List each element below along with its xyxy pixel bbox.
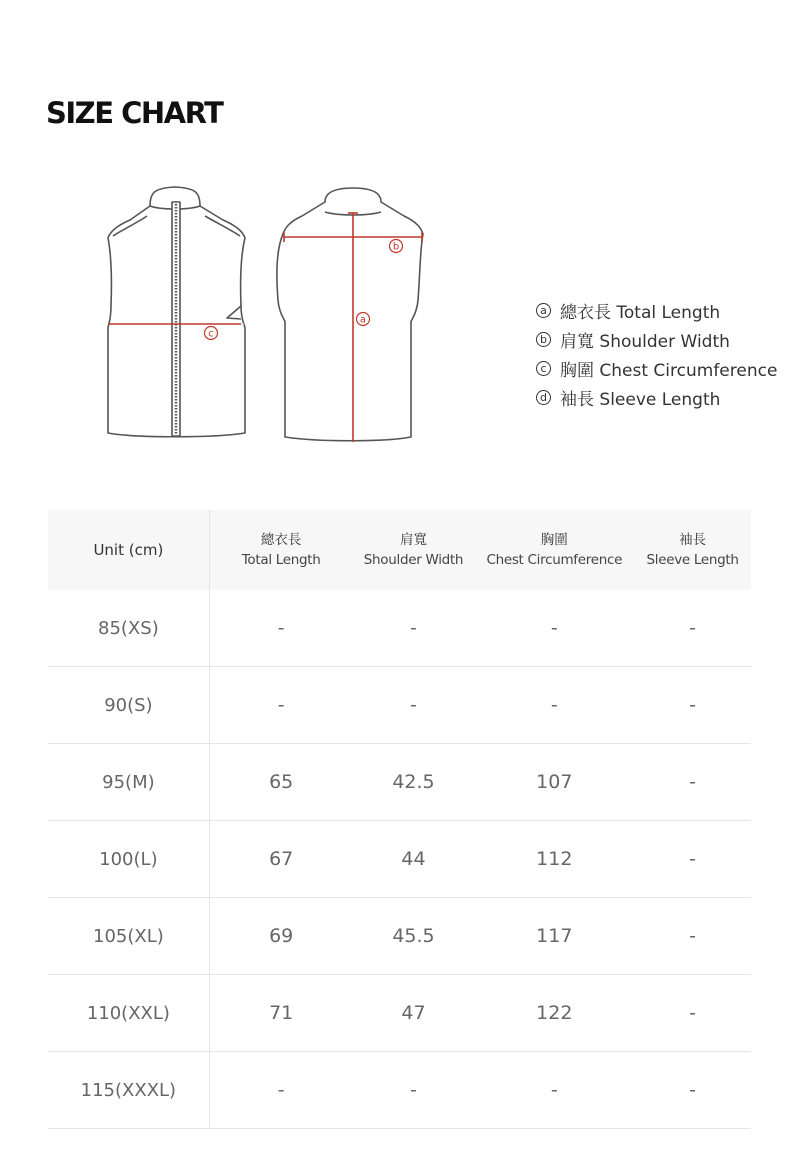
size-table: [48, 510, 751, 1129]
measurement-cell: -: [277, 694, 285, 716]
size-label: 85(XS): [48, 590, 210, 666]
legend-item-sleeve-length: [536, 383, 777, 412]
table-row: [48, 590, 751, 667]
table-row: [48, 1052, 751, 1129]
measurement-cell: -: [277, 617, 285, 639]
marker-a: a: [359, 314, 367, 326]
measurement-legend: [536, 296, 777, 412]
measurement-cell: -: [689, 771, 696, 793]
measurement-cell: -: [689, 1002, 696, 1024]
size-label: 115(XXXL): [48, 1052, 210, 1128]
measurement-cell: 107: [536, 771, 573, 793]
measurement-cell: -: [550, 617, 558, 639]
marker-c: c: [208, 328, 214, 340]
page-title: SIZE CHART: [46, 96, 223, 130]
measurement-cell: -: [689, 694, 696, 716]
size-label: 110(XXL): [48, 975, 210, 1051]
legend-item-chest: [536, 354, 777, 383]
table-row: [48, 898, 751, 975]
table-row: [48, 744, 751, 821]
column-header-chest: [474, 510, 634, 590]
size-label: 100(L): [48, 821, 210, 897]
vest-back-illustration: [277, 188, 423, 441]
vest-diagram: [95, 180, 445, 450]
measurement-cell: -: [277, 1079, 285, 1101]
measurement-cell: 71: [269, 1002, 294, 1024]
column-header-en: Chest Circumference: [486, 552, 623, 568]
measurement-cell: 65: [269, 771, 294, 793]
column-header-zh: 總衣長: [260, 532, 302, 548]
legend-marker-c: c: [536, 361, 551, 376]
legend-marker-d: d: [536, 390, 551, 405]
measurement-cell: -: [410, 694, 417, 716]
measurement-cell: -: [550, 1079, 558, 1101]
table-row: [48, 975, 751, 1052]
table-body: [48, 590, 751, 1129]
measurement-cell: 47: [401, 1002, 426, 1024]
legend-label: 胸圍 Chest Circumference: [560, 361, 778, 381]
column-header-zh: 肩寬: [399, 532, 427, 548]
legend-marker-b: b: [536, 332, 551, 347]
measurement-cell: 122: [536, 1002, 573, 1024]
column-header-shoulder-width: [353, 510, 475, 590]
measurement-cell: 69: [269, 925, 294, 947]
table-row: [48, 667, 751, 744]
legend-marker-a: a: [536, 303, 551, 318]
measurement-cell: -: [550, 694, 558, 716]
measurement-cell: 45.5: [392, 925, 435, 947]
measurement-cell: 117: [536, 925, 573, 947]
table-row: [48, 821, 751, 898]
measurement-cell: -: [689, 848, 696, 870]
measurement-cell: -: [410, 1079, 417, 1101]
column-header-zh: 胸圍: [540, 532, 568, 548]
size-label: 90(S): [48, 667, 210, 743]
column-header-total-length: [210, 510, 353, 590]
measurement-cell: -: [689, 1079, 696, 1101]
table-header-row: [48, 510, 751, 590]
vest-front-illustration: [108, 187, 245, 437]
legend-label: 袖長 Sleeve Length: [560, 390, 721, 410]
size-label: 105(XL): [48, 898, 210, 974]
measurement-cell: 112: [536, 848, 573, 870]
measurement-cell: -: [410, 617, 417, 639]
column-header-sleeve-length: [634, 510, 751, 590]
size-label: 95(M): [48, 744, 210, 820]
measurement-cell: 42.5: [392, 771, 435, 793]
measurement-cell: -: [689, 925, 696, 947]
unit-header: Unit (cm): [48, 510, 210, 590]
legend-item-total-length: [536, 296, 777, 325]
marker-b: b: [392, 241, 400, 253]
measurement-cell: 44: [401, 848, 426, 870]
legend-item-shoulder-width: [536, 325, 777, 354]
legend-label: 總衣長 Total Length: [560, 303, 721, 323]
measurement-cell: 67: [269, 848, 294, 870]
column-header-zh: 袖長: [679, 532, 707, 548]
column-header-en: Shoulder Width: [363, 552, 464, 568]
legend-label: 肩寬 Shoulder Width: [560, 332, 730, 352]
column-header-en: Sleeve Length: [646, 552, 739, 568]
column-header-en: Total Length: [241, 552, 321, 568]
measurement-cell: -: [689, 617, 696, 639]
